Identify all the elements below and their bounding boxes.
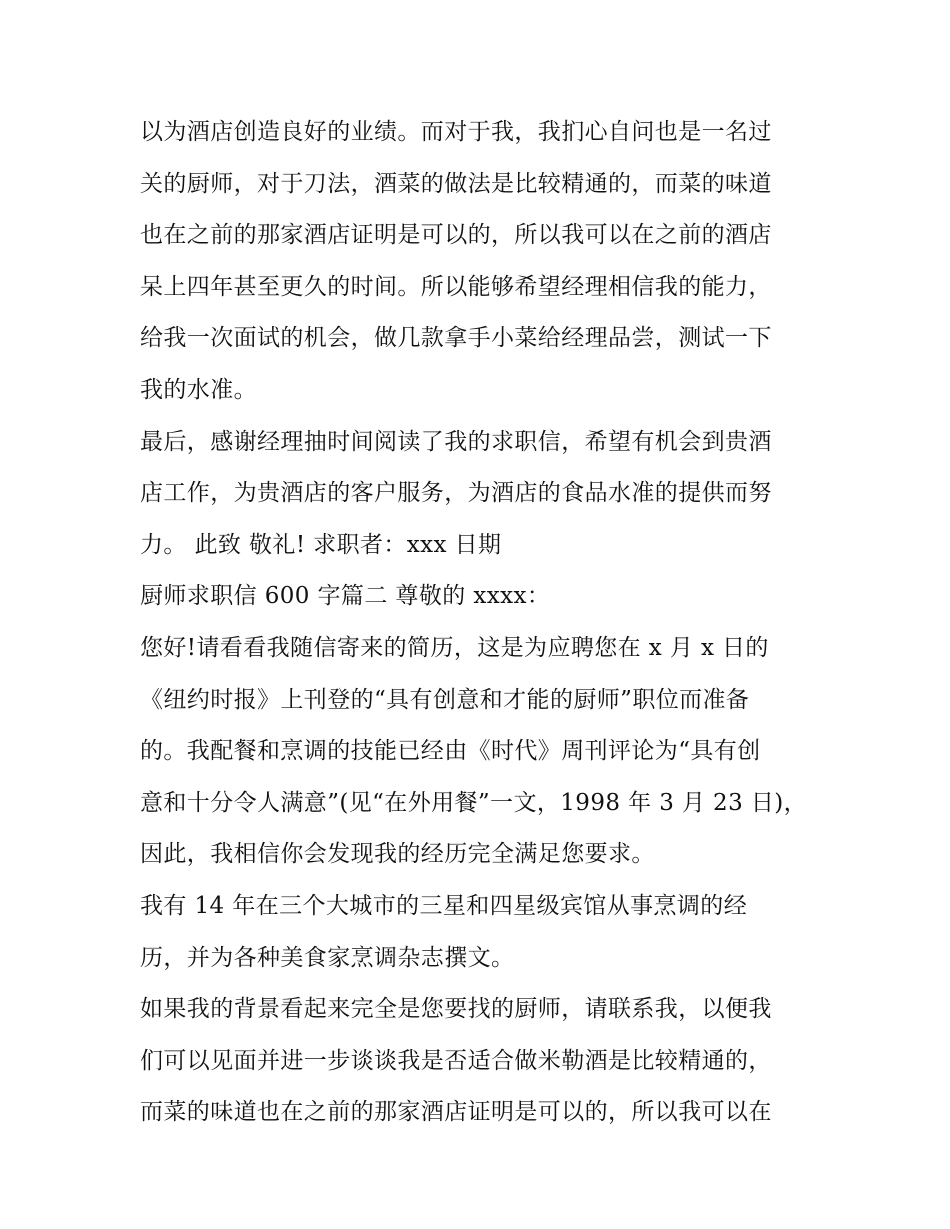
text-line: 给我一次面试的机会，做几款拿手小菜给经理品尝，测试一下 [140, 325, 772, 352]
text-line: 呆上四年甚至更久的时间。所以能够希望经理相信我的能力， [140, 273, 772, 300]
text-line: 意和十分令人满意”(见“在外用餐”一文，1998 年 3 月 23 日)， [140, 789, 808, 816]
text-line: 店工作，为贵酒店的客户服务，为酒店的食品水准的提供而努 [140, 480, 772, 507]
text-line: 我的水准。 [140, 376, 257, 403]
text-line: 的。我配餐和烹调的技能已经由《时代》周刊评论为“具有创 [140, 738, 761, 765]
text-line: 也在之前的那家酒店证明是可以的，所以我可以在之前的酒店 [140, 222, 772, 249]
text-line: 《纽约时报》上刊登的“具有创意和才能的厨师”职位而准备 [140, 686, 750, 713]
section-heading: 厨师求职信 600 字篇二 尊敬的 xxxx： [140, 583, 551, 610]
document-body [140, 107, 830, 1139]
text-line: 以为酒店创造良好的业绩。而对于我，我扪心自问也是一名过 [140, 119, 772, 145]
text-line: 如果我的背景看起来完全是您要找的厨师，请联系我，以便我 [140, 996, 772, 1023]
text-line: 关的厨师，对于刀法，酒菜的做法是比较精通的，而菜的味道 [140, 170, 772, 197]
text-line: 您好!请看看我随信寄来的简历，这是为应聘您在 x 月 x 日的 [140, 634, 769, 661]
text-line: 我有 14 年在三个大城市的三星和四星级宾馆从事烹调的经 [140, 892, 748, 919]
text-line: 们可以见面并进一步谈谈我是否适合做米勒酒是比较精通的， [140, 1047, 772, 1074]
text-line: 而菜的味道也在之前的那家酒店证明是可以的，所以我可以在 [140, 1099, 772, 1126]
text-line: 历，并为各种美食家烹调杂志撰文。 [140, 944, 515, 971]
text-line: 因此，我相信你会发现我的经历完全满足您要求。 [140, 841, 655, 868]
text-line: 最后，感谢经理抽时间阅读了我的求职信，希望有机会到贵酒 [140, 428, 772, 455]
text-line: 力。 此致 敬礼! 求职者：xxx 日期 [140, 531, 502, 558]
